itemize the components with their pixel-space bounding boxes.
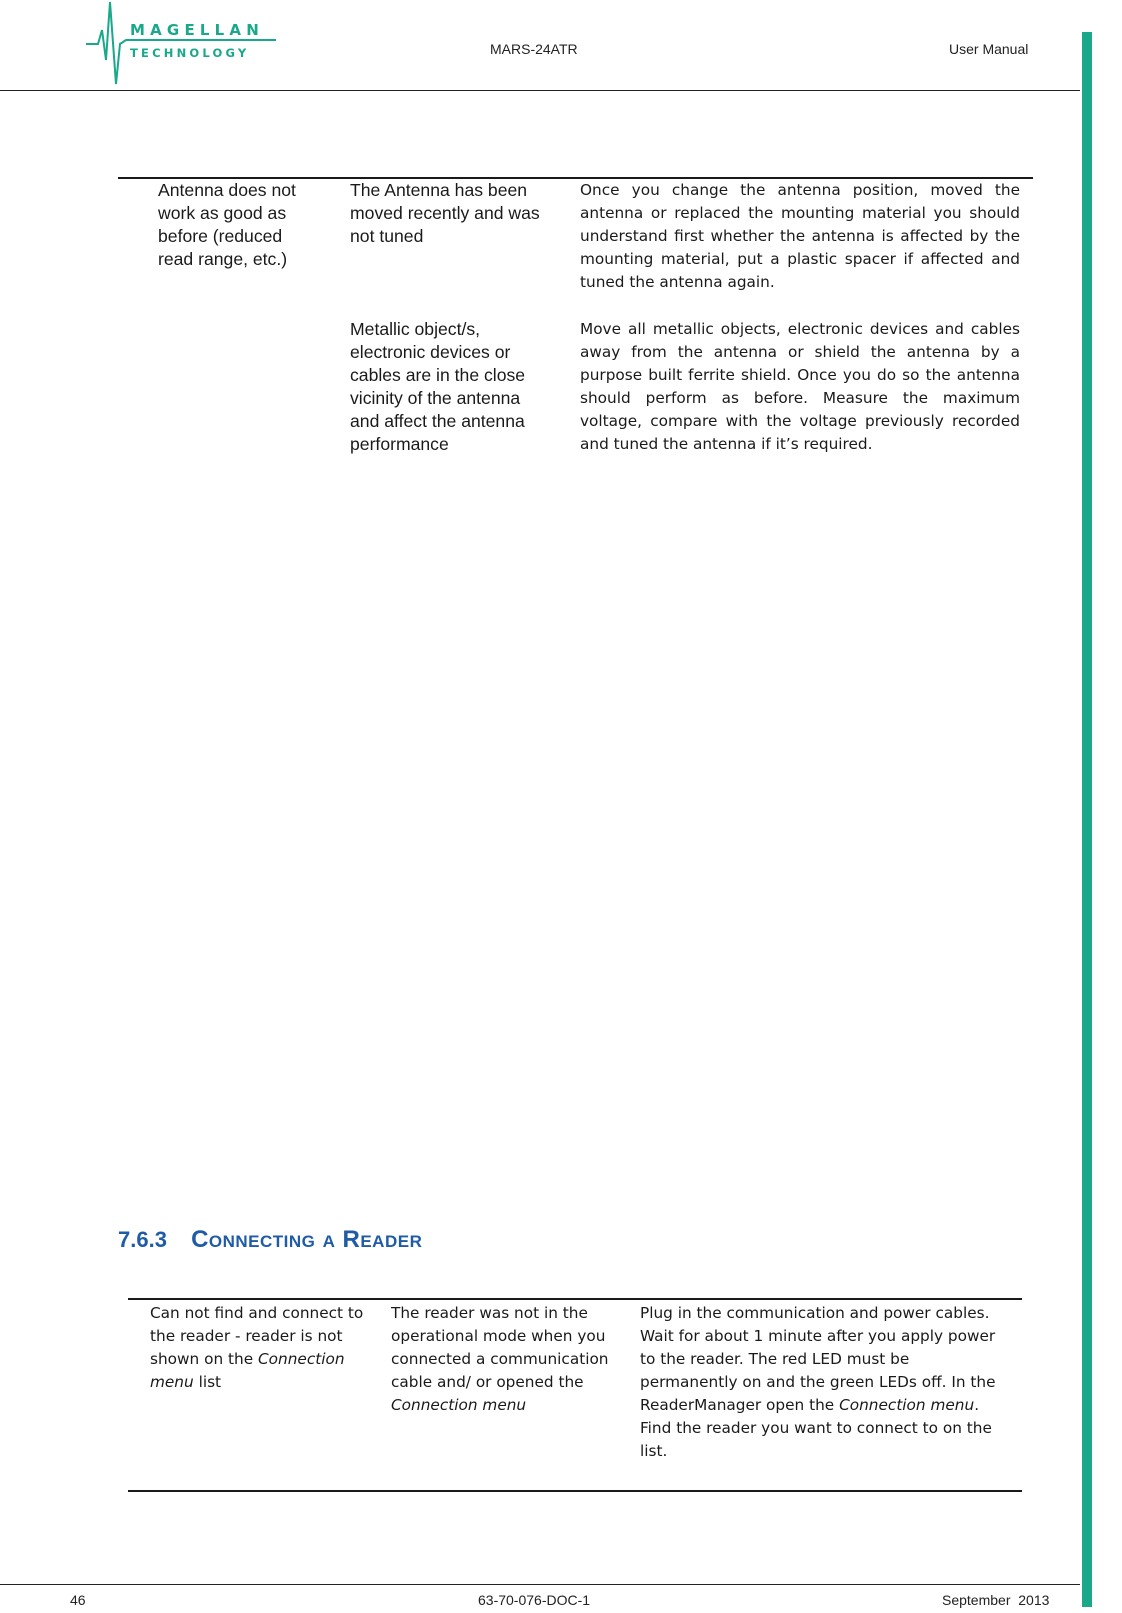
table1-row2-cause: Metallic object/s, electronic devices or cables are in the close vicinity of the antenna and affect the antenna performance xyxy=(350,319,526,454)
table1-row1-problem: Antenna does not work as good as before (reduced read range, etc.) xyxy=(158,180,296,269)
table2-problem-menu-name: Connection menu xyxy=(150,1350,345,1391)
page-side-bar xyxy=(1082,32,1092,1607)
table2-cause-menu-name: Connection menu xyxy=(391,1396,527,1414)
table2-solution-text-end: . Find the reader you want to connect to on the list. xyxy=(640,1396,992,1460)
header-product-name: MARS-24ATR xyxy=(490,41,578,57)
header-rule xyxy=(0,90,1080,91)
table1-row1-solution: Once you change the antenna position, moved the antenna or replaced the mounting material you should understand first whether the antenna is affected by the mounting material, put a plastic spacer if affected and tuned the antenna again. xyxy=(580,181,1020,291)
signal-waveform-icon xyxy=(86,0,276,90)
table2-problem-text: Can not find and connect to the reader - reader is not shown on the xyxy=(150,1304,364,1368)
table2-cause xyxy=(391,1302,613,1417)
table2-bottom-rule xyxy=(128,1490,1022,1492)
table2-solution xyxy=(640,1302,1005,1463)
footer-doc-number: 63-70-076-DOC-1 xyxy=(478,1592,591,1608)
table2-problem xyxy=(150,1302,370,1394)
footer-page-number: 46 xyxy=(70,1592,86,1608)
table2-top-rule xyxy=(128,1298,1022,1300)
footer-date: September 2013 xyxy=(942,1592,1050,1608)
section-heading xyxy=(118,1226,422,1254)
logo-word-magellan: MAGELLAN xyxy=(130,21,264,39)
header-doc-type: User Manual xyxy=(949,41,1029,57)
table1-row2-solution: Move all metallic objects, electronic devices and cables away from the antenna or shield the antenna by a purpose built ferrite shield. Once you do so the antenna should perform as before. Measure the maximum voltage, compare with the voltage previously recorded and tuned the antenna if it’s required. xyxy=(580,320,1020,453)
footer-rule xyxy=(0,1584,1080,1585)
logo-word-technology: TECHNOLOGY xyxy=(130,46,250,60)
table1-row1-cause: The Antenna has been moved recently and was not tuned xyxy=(350,180,540,246)
table2-problem-text-end: list xyxy=(193,1373,222,1391)
table2-solution-text: Plug in the communication and power cables. Wait for about 1 minute after you apply power to the reader. The red LED must be permanently on and the green LEDs off. In the ReaderManager open the xyxy=(640,1304,996,1414)
magellan-logo xyxy=(86,0,276,90)
section-title: Connecting a Reader xyxy=(191,1226,423,1253)
table2-solution-menu-name: Connection menu xyxy=(839,1396,975,1414)
section-number: 7.6.3 xyxy=(118,1227,167,1252)
table2-cause-text: The reader was not in the operational mode when you connected a communication cable and/ or opened the xyxy=(391,1304,609,1391)
